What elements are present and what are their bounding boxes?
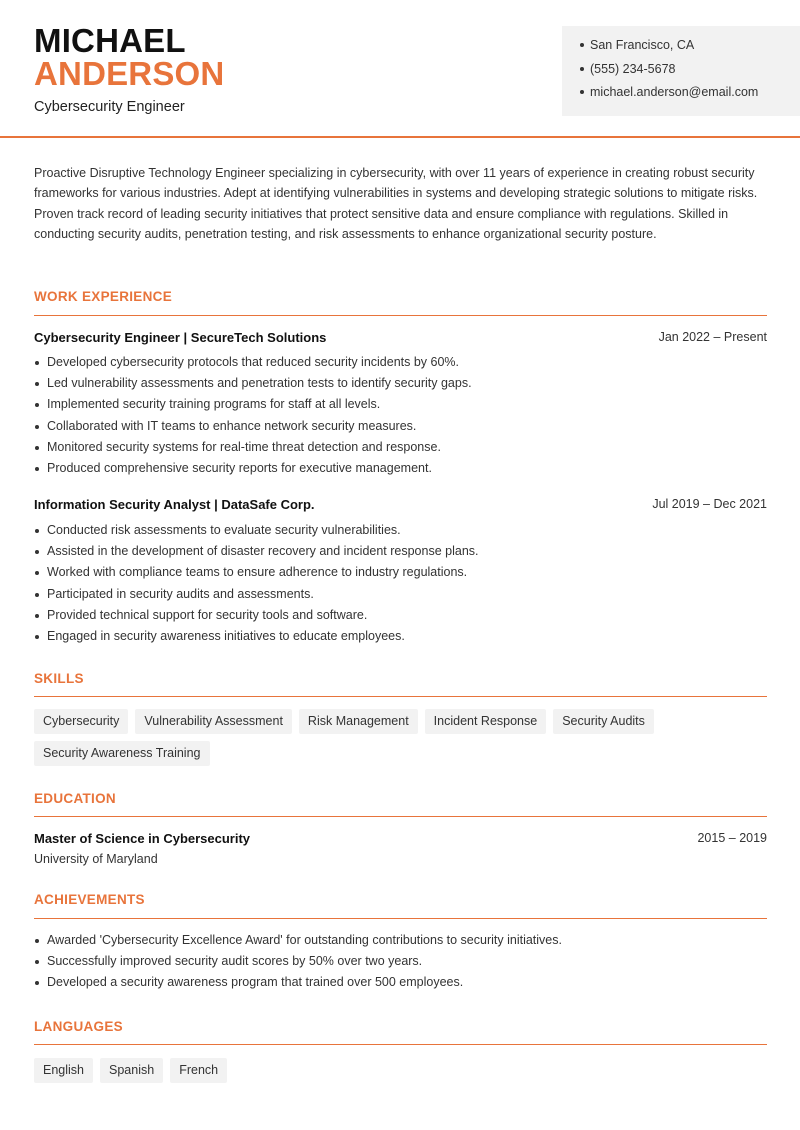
list-item: Engaged in security awareness initiatives to educate employees. xyxy=(34,626,767,647)
job-bullets xyxy=(34,352,767,479)
last-name: ANDERSON xyxy=(34,55,225,92)
list-item: Implemented security training programs for staff at all levels. xyxy=(34,394,767,415)
education-heading: EDUCATION xyxy=(34,791,116,806)
degree: Master of Science in Cybersecurity xyxy=(34,831,251,846)
language-tag: French xyxy=(170,1058,227,1083)
contact-box xyxy=(562,26,800,116)
achievement-bullets xyxy=(34,930,767,994)
skill-tag: Vulnerability Assessment xyxy=(135,709,292,734)
section-divider xyxy=(34,816,767,817)
contact-email: michael.anderson@email.com xyxy=(580,84,800,108)
list-item: Successfully improved security audit scores by 50% over two years. xyxy=(34,951,767,972)
skills-heading: SKILLS xyxy=(34,671,84,686)
work-experience-heading: WORK EXPERIENCE xyxy=(34,289,173,304)
list-item: Worked with compliance teams to ensure adherence to industry regulations. xyxy=(34,562,767,583)
skill-tag: Security Awareness Training xyxy=(34,741,210,766)
job-role: Information Security Analyst | DataSafe Corp. xyxy=(34,497,315,512)
education-dates: 2015 – 2019 xyxy=(697,831,767,845)
profile-summary: Proactive Disruptive Technology Engineer specializing in cybersecurity, with over 11 years of experience in creating robust security frameworks for various industries. Adept at identifying vulnerabilities in systems and developing strategic solutions to mitigate risks. Proven track record of leading security initiatives that protect sensitive data and ensure compliance with regulations. Skilled in conducting security audits, penetration testing, and risk assessments to enhance organizational security posture. xyxy=(34,166,758,242)
first-name: MICHAEL xyxy=(34,22,186,59)
list-item: Developed a security awareness program that trained over 500 employees. xyxy=(34,972,767,993)
list-item: Led vulnerability assessments and penetration tests to identify security gaps. xyxy=(34,373,767,394)
list-item: Developed cybersecurity protocols that reduced security incidents by 60%. xyxy=(34,352,767,373)
list-item: Monitored security systems for real-time threat detection and response. xyxy=(34,437,767,458)
list-item: Assisted in the development of disaster recovery and incident response plans. xyxy=(34,541,767,562)
languages-heading: LANGUAGES xyxy=(34,1019,123,1034)
achievements-heading: ACHIEVEMENTS xyxy=(34,892,145,907)
section-divider xyxy=(34,696,767,697)
list-item: Participated in security audits and assessments. xyxy=(34,584,767,605)
contact-location: San Francisco, CA xyxy=(580,37,800,61)
skill-tag: Security Audits xyxy=(553,709,654,734)
skill-tag: Cybersecurity xyxy=(34,709,128,734)
list-item: Produced comprehensive security reports for executive management. xyxy=(34,458,767,479)
list-item: Awarded 'Cybersecurity Excellence Award' for outstanding contributions to security initiatives. xyxy=(34,930,767,951)
job-dates: Jan 2022 – Present xyxy=(658,330,767,344)
language-tag: Spanish xyxy=(100,1058,163,1083)
skills-tags xyxy=(34,709,767,766)
list-item: Conducted risk assessments to evaluate security vulnerabilities. xyxy=(34,520,767,541)
job-header xyxy=(34,497,767,515)
resume-header xyxy=(0,0,800,138)
skill-tag: Risk Management xyxy=(299,709,418,734)
skill-tag: Incident Response xyxy=(425,709,547,734)
section-divider xyxy=(34,1044,767,1045)
job-title: Cybersecurity Engineer xyxy=(34,99,185,115)
language-tag: English xyxy=(34,1058,93,1083)
school-name: University of Maryland xyxy=(34,852,158,866)
list-item: Provided technical support for security tools and software. xyxy=(34,605,767,626)
job-header xyxy=(34,330,767,348)
section-divider xyxy=(34,315,767,316)
education-header xyxy=(34,831,767,849)
list-item: Collaborated with IT teams to enhance network security measures. xyxy=(34,416,767,437)
job-role: Cybersecurity Engineer | SecureTech Solutions xyxy=(34,330,327,345)
contact-phone: (555) 234-5678 xyxy=(580,61,800,85)
language-tags xyxy=(34,1058,767,1083)
job-dates: Jul 2019 – Dec 2021 xyxy=(652,497,767,511)
job-bullets xyxy=(34,520,767,647)
section-divider xyxy=(34,918,767,919)
